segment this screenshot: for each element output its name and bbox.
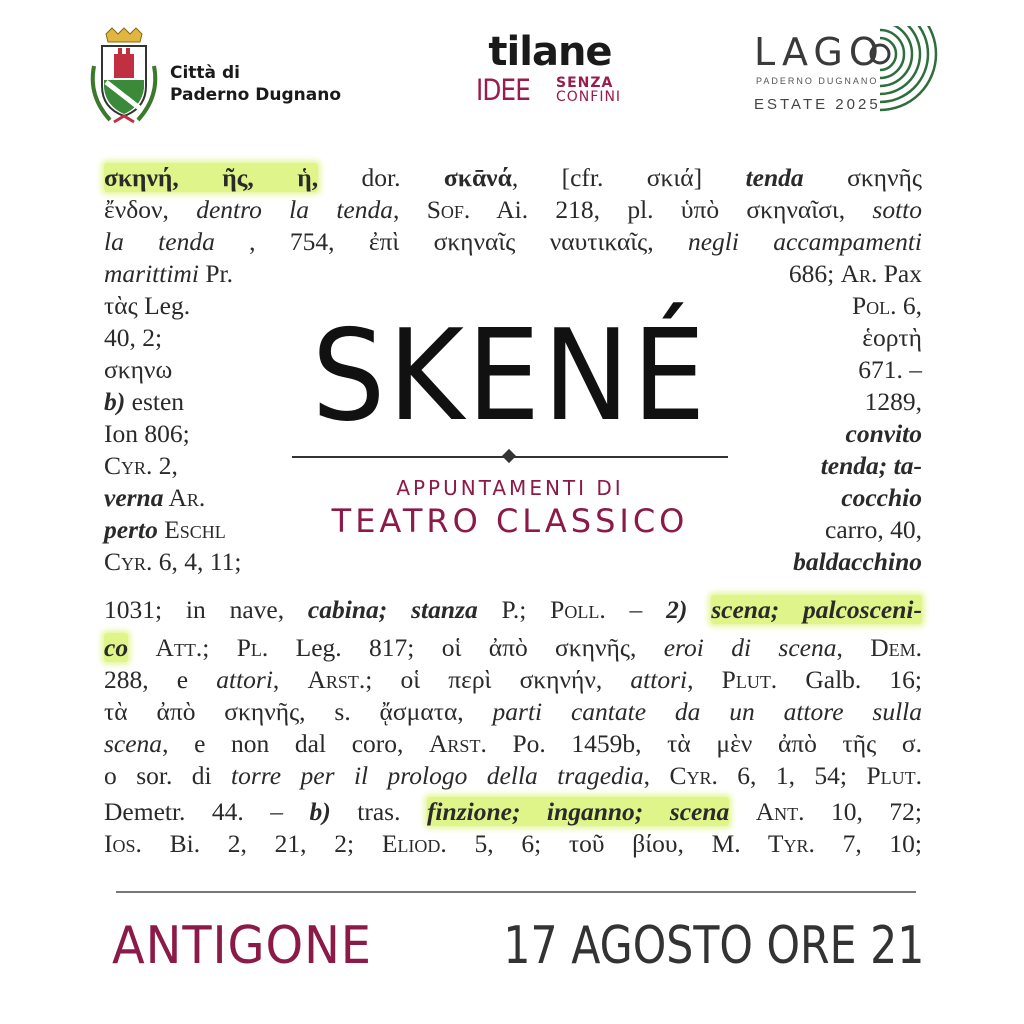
dict-text [128,633,155,662]
dict-line-4-left [104,258,233,290]
dict-text: tras. [330,797,427,826]
dict-line-5-left: τὰς Leg. [104,291,191,320]
dict-text: Pl. [236,633,269,662]
dict-text: Eschl [157,515,226,544]
dict-text: Leg. 817; οἱ ἀπὸ σκηνῆς, [268,633,664,662]
dict-line-16 [104,664,922,696]
dict-text: esten [125,387,185,416]
dict-text: la tenda [104,227,215,256]
dict-line-11-left [104,482,205,514]
dict-text: 5, 6; τοῦ βίου, [446,829,712,858]
dict-text: eroi di scena [663,633,837,662]
dict-text: Po. 1459b, τὰ μὲν ἀπὸ τῆς σ. [486,729,922,758]
dict-text: cabina; stanza [307,595,478,624]
dict-text: 6, 4, 11; [152,547,242,576]
dict-line-7-left: σκηνω [104,355,173,384]
dict-text: 6, 1, 54; [717,761,867,790]
citta-line2: Paderno Dugnano [170,85,341,105]
dict-text: 6, [896,291,922,320]
event-date: 17 AGOSTO ORE 21 [502,916,924,976]
dict-text: , [687,665,722,694]
dict-text: parti cantate da un attore sulla [492,697,922,726]
tilane-logo [470,30,630,120]
dict-text: ; οἱ περὶ σκηνήν, [365,665,631,694]
dict-text: , [272,665,308,694]
skene-title: SKENÉ [311,302,709,449]
dict-line-8-right: 1289, [864,387,922,416]
dict-text: negli accampamenti [687,227,922,256]
dict-text: 288, e [104,665,217,694]
dict-text: – [605,595,667,624]
dict-line-3 [104,226,922,258]
dict-text: verna [104,483,164,512]
dict-text: τὰ ἀπὸ σκηνῆς, s. ᾄσματα, [104,697,493,726]
dict-text: tenda [745,163,804,192]
dict-text: , [393,195,427,224]
dict-text: , e non dal coro, [162,729,430,758]
dict-text: Cyr. [669,761,718,790]
dict-text: 10, 72; [804,797,922,826]
dict-text: Ar. [840,259,878,288]
dict-text: Ios. [104,829,142,858]
dict-text: 7, 10; [814,829,923,858]
dict-text: torre per il prologo della tragedia [231,761,644,790]
dict-text: , [643,761,670,790]
dict-line-12-right: carro, 40, [825,515,922,544]
scena-highlight: scena; palcosceni- [711,595,922,624]
dict-text: M. Tyr. [711,829,815,858]
dict-text: Bi. 2, 21, 2; [141,829,382,858]
citta-line1: Città di [170,63,240,83]
header [0,0,1024,140]
tilane-word: tilane [488,29,612,75]
dict-text: P.; [477,595,551,624]
dict-text: attori [630,665,688,694]
dict-text: b) [104,387,126,416]
dict-text: Arst. [429,729,487,758]
dict-text: Sof. [426,195,471,224]
dict-text [687,595,711,624]
dict-line-15 [104,632,922,664]
dict-line-5-right [852,290,922,322]
dict-text: Pr. [198,259,233,288]
dict-line-14 [104,594,922,626]
dict-text: marittimi [104,259,199,288]
dict-line-12-left [104,514,226,546]
municipal-crest-icon [84,26,164,130]
co-highlight: co [104,633,129,662]
dict-line-6-right: ἑορτὴ [862,323,922,352]
title-overlay [270,300,750,570]
dict-line-18 [104,728,922,760]
dict-text: dor. [318,163,444,192]
dict-line-10-right: tenda; ta- [820,451,922,480]
dict-line-8-left [104,386,184,418]
dict-text: o sor. di [104,761,232,790]
dict-text: Dem. [870,633,923,662]
dict-text: ; [202,633,237,662]
lago-logo [748,26,938,126]
dict-text: attori [216,665,273,694]
dict-text: Cyr. [104,451,153,480]
dict-line-11-right: cocchio [841,483,922,512]
dict-text: Ar. [163,483,206,512]
dict-text: Poll. [550,595,606,624]
dict-line-21 [104,828,922,860]
dict-text: Pax [877,259,922,288]
dict-text: Pol. [851,291,897,320]
tilane-idee: IDEE [476,73,531,107]
citta-di-paderno-logo [84,26,374,136]
dict-text: 1031; in nave, [104,595,308,624]
footer [112,916,924,996]
dict-text: Demetr. 44. – [104,797,310,826]
dict-text: Cyr. [104,547,153,576]
dict-text: Att. [155,633,203,662]
citta-label [170,62,341,106]
dict-line-7-right: 671. – [858,355,922,384]
dict-text: Ai. 218, pl. ὑπὸ σκηναῖσι, [470,195,873,224]
dict-text: 2, [152,451,178,480]
dict-line-6-left: 40, 2; [104,323,163,352]
dict-line-9-right: convito [845,419,922,448]
dict-text: Plut. [866,761,922,790]
tilane-confini: CONFINI [556,89,622,105]
dict-text: Arst. [307,665,366,694]
dict-line-1 [104,162,922,194]
dict-text: , [836,633,871,662]
tilane-senza: SENZA [556,75,614,91]
dict-line-19 [104,760,922,792]
dict-line-10-left [104,450,178,482]
dict-text: σκᾱνά [443,163,512,192]
dict-text: perto [104,515,158,544]
dict-text: , [cfr. σκιά] [511,163,746,192]
lemma-highlight: σκηνή, ῆς, ἡ, [104,163,319,192]
subtitle-appuntamenti: APPUNTAMENTI DI [396,476,624,500]
dict-line-2 [104,194,922,226]
dict-text: Eliod. [381,829,447,858]
dict-text: scena [104,729,163,758]
dict-text: σκηνῆς [803,163,922,192]
event-title: ANTIGONE [112,916,372,976]
dict-text: 2) [666,595,688,624]
dict-text: b) [309,797,331,826]
lago-subtitle: PADERNO DUGNANO [756,76,879,86]
lago-word: LAGO [754,30,885,74]
subtitle-teatro-classico: TEATRO CLASSICO [331,502,689,540]
dict-line-13-right: baldacchino [793,547,922,576]
dict-line-4-right [789,258,922,290]
dict-line-9-left: Ion 806; [104,419,190,448]
finzione-highlight: finzione; inganno; scena [426,797,730,826]
dict-text: 686; [788,259,841,288]
footer-divider [116,891,916,893]
dict-text: Plut. [721,665,778,694]
lago-estate: ESTATE 2025 [754,96,881,113]
dict-text: , 754, ἐπὶ σκηναῖς ναυτικαῖς, [214,227,688,256]
dict-text: Ant. [755,797,805,826]
dict-line-17 [104,696,922,728]
dict-text: sotto [872,195,923,224]
dict-text: dentro la tenda [196,195,393,224]
divider-diamond-icon [502,449,516,463]
dict-line-13-left [104,546,241,578]
dict-line-20 [104,796,922,828]
dict-text [729,797,755,826]
dict-text: Galb. 16; [777,665,923,694]
dict-text: ἔνδον, [104,195,197,224]
